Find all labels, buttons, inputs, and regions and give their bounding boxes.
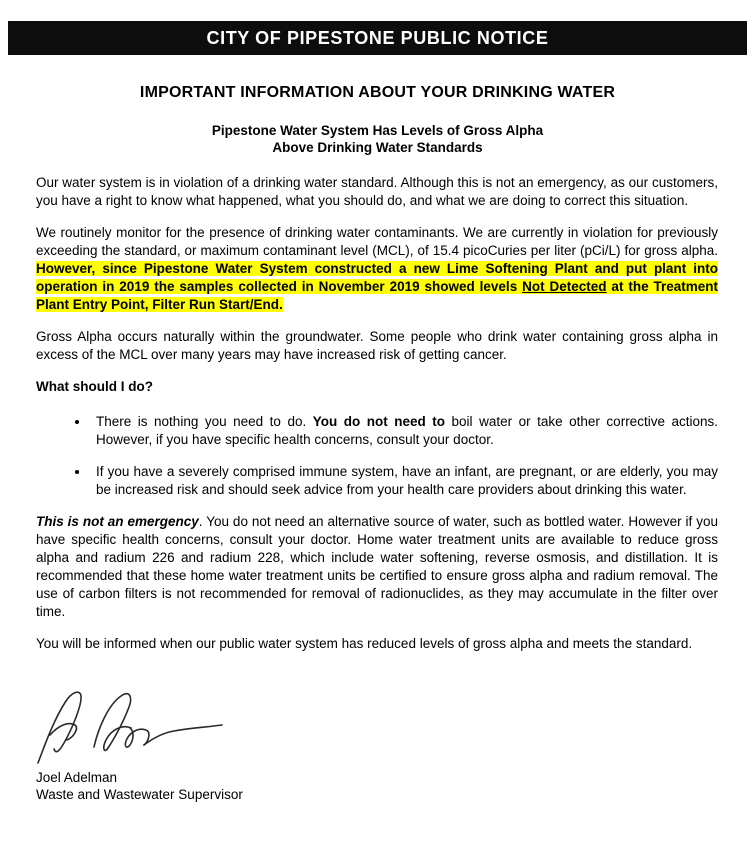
bullet1-text-before: There is nothing you need to do. [96, 414, 313, 429]
highlight-text-after: at the Treatment Plant Entry Point, Filter Run Start/End. [36, 279, 719, 312]
paragraph-monitoring [36, 224, 718, 314]
subheading-line2: Above Drinking Water Standards [272, 139, 483, 155]
paragraph-violation: Our water system is in violation of a drinking water standard. Although this is not an emergency, as our customers, you have a right to know what happened, what you should do, and what we are doing to correct this situation. [36, 175, 718, 208]
highlighted-update [36, 261, 718, 312]
bullet1-bold-text: You do not need to [312, 414, 446, 429]
monitoring-intro-text: We routinely monitor for the presence of drinking water contaminants. We are currently in violation for previously exceeding the standard, or maximum contaminant level (MCL), of 15.4 picoCuries per liter (pCi/L) for gross alpha. [36, 225, 718, 258]
paragraph-emergency [36, 513, 718, 621]
notice-body [36, 174, 718, 803]
section-heading-what-should-i-do: What should I do? [36, 379, 153, 394]
signer-title: Waste and Wastewater Supervisor [36, 787, 243, 802]
not-detected-text: Not Detected [522, 279, 607, 294]
paragraph-informed: You will be informed when our public water system has reduced levels of gross alpha and meets the standard. [36, 636, 693, 651]
banner [8, 21, 747, 55]
paragraph-gross-alpha: Gross Alpha occurs naturally within the groundwater. Some people who drink water containing gross alpha in excess of the MCL over many years may have increased risk of getting cancer. [36, 329, 718, 362]
emergency-rest-text: . You do not need an alternative source of water, such as bottled water. However if you have specific health concerns, consult your doctor. Home water treatment units are available to reduce gross alpha and radium 226 and radium 228, which include water softening, reverse osmosis, and distillation. It is recommended that these home water treatment units be certified to ensure gross alpha and radium removal. The use of carbon filters is not recommended for removal of radionuclides, as they may accumulate in the filter over time. [36, 514, 719, 619]
emergency-bold-text: This is not an emergency [36, 514, 199, 529]
signature-image [34, 685, 229, 767]
bullet1-text-after: boil water or take other corrective actions. However, if you have specific health concerns, consult your doctor. [96, 414, 718, 447]
list-item-no-action [90, 413, 718, 449]
highlight-text-before: However, since Pipestone Water System constructed a new Lime Softening Plant and put plant into operation in 2019 the samples collected in November 2019 showed levels [36, 261, 718, 294]
subheading-line1: Pipestone Water System Has Levels of Gross Alpha [211, 123, 544, 138]
signer-name: Joel Adelman [36, 770, 118, 785]
signature-block [36, 685, 718, 803]
list-item-immune-system: • If you have a severely comprised immune system, have an infant, are pregnant, or are elderly, you may be increased risk and should seek advice from your health care providers about drinking this water. [90, 463, 718, 499]
banner-title: CITY OF PIPESTONE PUBLIC NOTICE [206, 27, 549, 48]
subheading [0, 123, 755, 156]
page-title: IMPORTANT INFORMATION ABOUT YOUR DRINKING WATER [139, 84, 616, 101]
action-list [36, 413, 718, 499]
